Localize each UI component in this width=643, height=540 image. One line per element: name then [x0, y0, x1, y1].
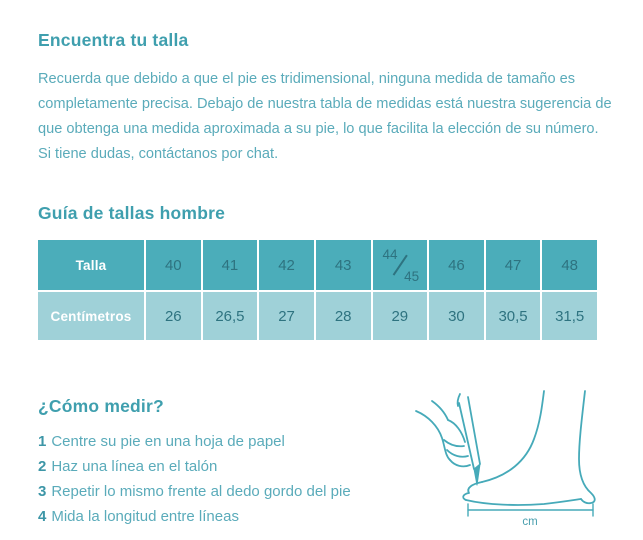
measure-steps: [38, 429, 351, 529]
measure-step: [38, 454, 351, 479]
cm-cell: 26: [146, 292, 201, 340]
size-table: [38, 240, 597, 340]
size-cell: 47: [486, 240, 541, 290]
step-text: Centre su pie en una hoja de papel: [51, 433, 285, 451]
step-text: Repetir lo mismo frente al dedo gordo del pie: [51, 483, 351, 501]
step-text: Mida la longitud entre líneas: [51, 508, 239, 526]
measure-step: [38, 429, 351, 454]
foot-measurement-illustration: [414, 389, 619, 532]
cm-cell: 27: [259, 292, 314, 340]
measure-step: [38, 504, 351, 529]
find-size-title: Encuentra tu talla: [38, 30, 189, 50]
intro-paragraph: [38, 67, 612, 167]
size-cell-split: [373, 240, 428, 290]
size-cell: 48: [542, 240, 597, 290]
step-number: 4: [38, 508, 47, 526]
cm-cell: 28: [316, 292, 371, 340]
intro-line: Recuerda que debido a que el pie es tridimensional, ninguna medida de tamaño es: [38, 71, 576, 88]
cm-cell: 26,5: [203, 292, 258, 340]
cm-cell: 29: [373, 292, 428, 340]
cm-cell: 31,5: [542, 292, 597, 340]
step-number: 2: [38, 458, 47, 476]
how-to-measure-text: [38, 396, 351, 529]
size-guide-title: Guía de tallas hombre: [38, 203, 226, 224]
cm-cell: 30: [429, 292, 484, 340]
how-to-measure-section: [38, 396, 605, 532]
size-cell: 46: [429, 240, 484, 290]
intro-line: que obtenga una medida aproximada a su pie, lo que facilita la elección de su número.: [38, 121, 599, 138]
intro-line: Si tiene dudas, contáctanos por chat.: [38, 146, 279, 163]
cm-cell: 30,5: [486, 292, 541, 340]
step-number: 1: [38, 433, 47, 451]
size-cell: 42: [259, 240, 314, 290]
step-text: Haz una línea en el talón: [51, 458, 218, 476]
how-to-measure-title: ¿Cómo medir?: [38, 396, 164, 417]
size-row-label: Talla: [38, 240, 144, 290]
intro-line: completamente precisa. Debajo de nuestra tabla de medidas está nuestra sugerencia de: [38, 96, 612, 113]
size-cell-split-top: 44: [382, 247, 398, 263]
measure-step: [38, 479, 351, 504]
step-number: 3: [38, 483, 47, 501]
size-cell: 43: [316, 240, 371, 290]
size-cell-split-bottom: 45: [404, 269, 420, 285]
size-cell: 40: [146, 240, 201, 290]
cm-row-label: Centímetros: [38, 292, 144, 340]
size-cell: 41: [203, 240, 258, 290]
cm-unit-label: cm: [522, 516, 538, 528]
foot-drawing-icon: [414, 389, 619, 527]
